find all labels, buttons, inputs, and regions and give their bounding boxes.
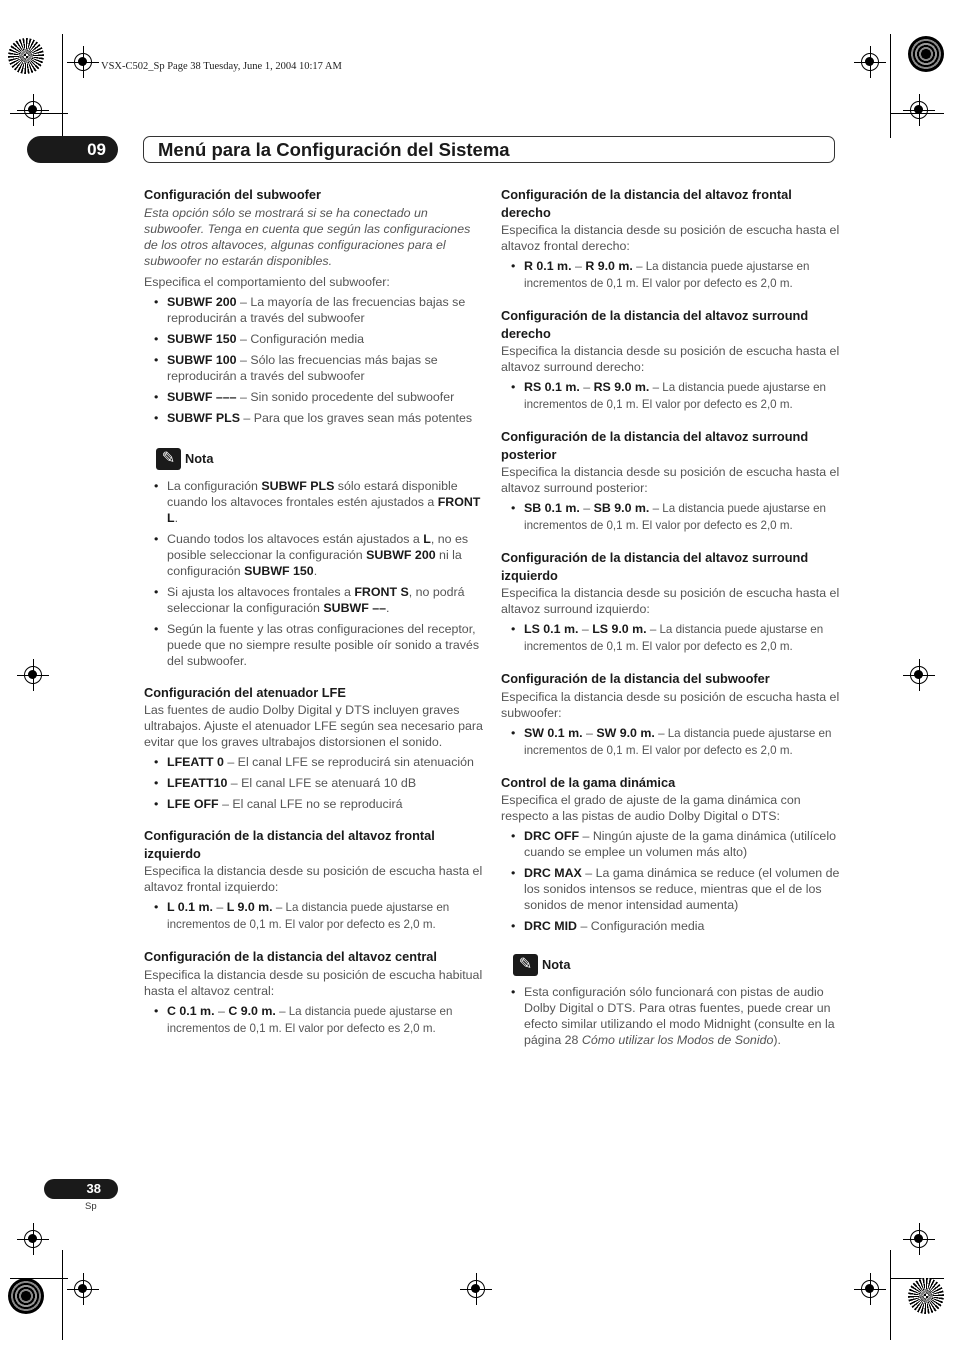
section-surround-left	[501, 549, 841, 655]
section-intro: Especifica la distancia desde su posición de escucha hasta el altavoz surround posterior:	[501, 465, 840, 495]
option-list	[501, 258, 841, 292]
section-intro: Especifica el comportamiento del subwoofer:	[144, 274, 390, 289]
section-intro: Especifica la distancia desde su posición de escucha hasta el altavoz frontal izquierdo:	[144, 864, 483, 894]
right-column	[501, 186, 841, 1063]
crop-mark	[62, 34, 63, 138]
chapter-badge: 09	[27, 136, 118, 163]
registration-mark	[910, 666, 928, 684]
section-heading: Configuración de la distancia del altavoz frontal derecho	[501, 187, 792, 220]
page-number: 38	[44, 1179, 118, 1199]
crop-mark	[890, 34, 891, 138]
option-list	[144, 899, 484, 933]
list-item: • RS 0.1 m. – RS 9.0 m. – La distancia puede ajustarse en incrementos de 0,1 m. El valor por defecto es 2,0 m.	[501, 379, 841, 413]
left-column	[144, 186, 484, 1052]
registration-mark	[24, 101, 42, 119]
section-heading: Control de la gama dinámica	[501, 774, 676, 790]
list-item: • L 0.1 m. – L 9.0 m. – La distancia puede ajustarse en incrementos de 0,1 m. El valor por defecto es 2,0 m.	[144, 899, 484, 933]
section-heading: Configuración de la distancia del altavoz surround izquierdo	[501, 550, 809, 583]
section-front-left	[144, 827, 484, 933]
starburst-mark	[8, 1278, 44, 1314]
note-block	[144, 448, 484, 669]
file-tag: VSX-C502_Sp Page 38 Tuesday, June 1, 2004 10:17 AM	[101, 61, 342, 72]
list-item: • SUBWF ––– – Sin sonido procedente del subwoofer	[144, 389, 484, 405]
section-intro: Especifica la distancia desde su posición de escucha habitual hasta el altavoz central:	[144, 967, 483, 998]
registration-mark	[861, 1280, 879, 1298]
note-block	[501, 954, 841, 1048]
page-title: Menú para la Configuración del Sistema	[158, 139, 510, 160]
section-center	[144, 948, 484, 1037]
option-list	[501, 725, 841, 759]
section-heading: Configuración del subwoofer	[144, 187, 322, 202]
section-subwoofer-distance	[501, 670, 841, 759]
option-list	[501, 828, 841, 934]
pencil-icon: ✎	[156, 448, 181, 470]
language-code: Sp	[85, 1201, 97, 1212]
list-item: • Si ajusta los altavoces frontales a FRONT S, no podrá seleccionar la configuración SUBWF ––.	[144, 584, 484, 616]
starburst-mark	[908, 1278, 944, 1314]
list-item: • C 0.1 m. – C 9.0 m. – La distancia puede ajustarse en incrementos de 0,1 m. El valor por defecto es 2,0 m.	[144, 1003, 484, 1037]
section-subwoofer	[144, 186, 484, 426]
section-intro: Especifica la distancia desde su posición de escucha hasta el altavoz surround derecho:	[501, 344, 840, 374]
note-list	[144, 478, 484, 669]
section-intro: Especifica el grado de ajuste de la gama dinámica con respecto a las pistas de audio Dolby Digital o DTS:	[501, 793, 801, 823]
option-list	[144, 1003, 484, 1037]
list-item: • SW 0.1 m. – SW 9.0 m. – La distancia puede ajustarse en incrementos de 0,1 m. El valor por defecto es 2,0 m.	[501, 725, 841, 759]
list-item: • SUBWF PLS – Para que los graves sean más potentes	[144, 410, 484, 426]
list-item: • SB 0.1 m. – SB 9.0 m. – La distancia puede ajustarse en incrementos de 0,1 m. El valor por defecto es 2,0 m.	[501, 500, 841, 534]
list-item: • DRC MAX – La gama dinámica se reduce (el volumen de los sonidos intensos se reduce, mientras que el de los sonidos de menor intensidad aumenta)	[501, 865, 841, 913]
section-front-right	[501, 186, 841, 292]
starburst-mark	[908, 36, 944, 72]
section-intro: Especifica la distancia desde su posición de escucha hasta el subwoofer:	[501, 689, 840, 720]
section-heading: Configuración del atenuador LFE	[144, 684, 346, 700]
crop-mark	[890, 1278, 944, 1279]
list-item: • LFEATT 0 – El canal LFE se reproducirá sin atenuación	[144, 754, 484, 770]
section-heading: Configuración de la distancia del altavoz frontal izquierdo	[144, 828, 435, 861]
registration-mark	[74, 1280, 92, 1298]
note-header	[156, 448, 484, 470]
list-item: • R 0.1 m. – R 9.0 m. – La distancia puede ajustarse en incrementos de 0,1 m. El valor por defecto es 2,0 m.	[501, 258, 841, 292]
option-list	[501, 379, 841, 413]
title-bar	[143, 136, 835, 163]
starburst-mark	[8, 38, 44, 74]
pencil-icon: ✎	[513, 954, 538, 976]
list-item: • Cuando todos los altavoces están ajustados a L, no es posible seleccionar la configuración SUBWF 200 ni la configuración SUBWF 150.	[144, 531, 484, 579]
section-heading: Configuración de la distancia del altavoz central	[144, 949, 437, 964]
section-lfe	[144, 684, 484, 813]
list-item: • DRC MID – Configuración media	[501, 918, 841, 934]
note-label: Nota	[542, 957, 571, 972]
list-item: • Según la fuente y las otras configuraciones del receptor, puede que no siempre resulte posible oír sonido a través del subwoofer.	[144, 621, 484, 669]
section-intro: Especifica la distancia desde su posición de escucha hasta el altavoz frontal derecho:	[501, 223, 840, 253]
section-heading: Configuración de la distancia del altavoz surround posterior	[501, 429, 809, 462]
note-label: Nota	[185, 450, 214, 466]
note-header	[513, 954, 841, 976]
note-list	[501, 984, 841, 1048]
list-item: • LFEATT10 – El canal LFE se atenuará 10 dB	[144, 775, 484, 791]
registration-mark	[24, 1230, 42, 1248]
registration-mark	[910, 101, 928, 119]
list-item: • SUBWF 100 – Sólo las frecuencias más bajas se reproducirán a través del subwoofer	[144, 352, 484, 384]
section-heading: Configuración de la distancia del altavoz surround derecho	[501, 308, 809, 341]
list-item: • Esta configuración sólo funcionará con pistas de audio Dolby Digital o DTS. Para otras fuentes, puede crear un efecto similar utilizando el modo Midnight (consulte en la página 28 Cómo utilizar los Modos de Sonido).	[501, 984, 841, 1048]
italic-note: Esta opción sólo se mostrará si se ha conectado un subwoofer. Tenga en cuenta que según las configuraciones de los otros altavoces, algunas configuraciones para el subwoofer no estarán disponibles.	[144, 205, 471, 268]
list-item: • LS 0.1 m. – LS 9.0 m. – La distancia puede ajustarse en incrementos de 0,1 m. El valor por defecto es 2,0 m.	[501, 621, 841, 655]
list-item: • La configuración SUBWF PLS sólo estará disponible cuando los altavoces frontales estén ajustados a FRONT L.	[144, 478, 484, 526]
section-intro: Las fuentes de audio Dolby Digital y DTS incluyen graves ultrabajos. Ajuste el atenuador LFE según sea necesario para evitar que los graves ultrabajos distorsionen el sonido.	[144, 703, 483, 749]
list-item: • SUBWF 200 – La mayoría de las frecuencias bajas se reproducirán a través del subwoofer	[144, 294, 484, 326]
list-item: • SUBWF 150 – Configuración media	[144, 331, 484, 347]
registration-mark	[74, 53, 92, 71]
registration-mark	[467, 1280, 485, 1298]
section-surround-back	[501, 428, 841, 534]
section-surround-right	[501, 307, 841, 413]
option-list	[144, 294, 484, 426]
option-list	[144, 754, 484, 812]
registration-mark	[24, 666, 42, 684]
list-item: • DRC OFF – Ningún ajuste de la gama dinámica (utilícelo cuando se emplee un volumen más alto)	[501, 828, 841, 860]
list-item: • LFE OFF – El canal LFE no se reproducirá	[144, 796, 484, 812]
registration-mark	[861, 53, 879, 71]
section-heading: Configuración de la distancia del subwoofer	[501, 671, 770, 686]
option-list	[501, 500, 841, 534]
option-list	[501, 621, 841, 655]
section-intro: Especifica la distancia desde su posición de escucha hasta el altavoz surround izquierdo:	[501, 586, 840, 616]
crop-mark	[62, 1250, 63, 1340]
crop-mark	[890, 1250, 891, 1340]
registration-mark	[910, 1230, 928, 1248]
section-drc	[501, 774, 841, 935]
